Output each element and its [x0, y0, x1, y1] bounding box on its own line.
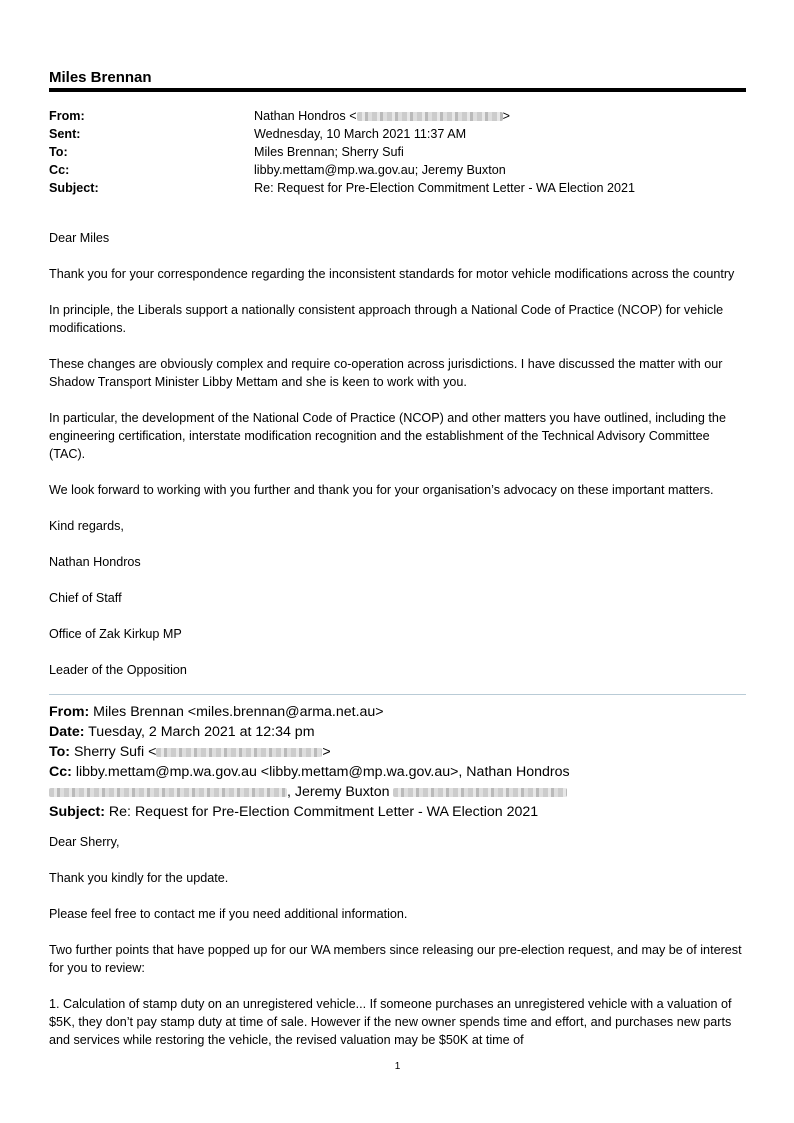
email2-greeting: Dear Sherry,: [49, 835, 120, 849]
email2-date-row: [49, 722, 746, 742]
from-value: [254, 107, 746, 125]
cc-label: Cc:: [49, 163, 70, 177]
email2-from-row: [49, 702, 746, 722]
email1-greeting: Dear Miles: [49, 231, 110, 245]
from-bracket: >: [502, 109, 510, 123]
email1-signature: [49, 553, 746, 679]
email1-body: [49, 229, 746, 697]
from-value: Miles Brennan <miles.brennan@arma.net.au>: [93, 704, 384, 720]
email1-paragraph: Thank you for your correspondence regarding the inconsistent standards for motor vehicle modifications across the country: [49, 267, 735, 281]
from-label: From:: [49, 109, 85, 123]
cc-value: libby.mettam@mp.wa.gov.au; Jeremy Buxton: [254, 163, 506, 177]
mailbox-owner-name: Miles Brennan: [49, 69, 152, 86]
date-value: Tuesday, 2 March 2021 at 12:34 pm: [88, 724, 315, 740]
email1-sent-row: [49, 125, 746, 143]
redacted-email: [156, 748, 322, 757]
subject-value: Re: Request for Pre-Election Commitment Letter - WA Election 2021: [108, 804, 539, 820]
to-value: Miles Brennan; Sherry Sufi: [254, 145, 404, 159]
email2-paragraph: Thank you kindly for the update.: [49, 871, 229, 885]
email1-closing: Kind regards,: [49, 519, 124, 533]
signature-line: Office of Zak Kirkup MP: [49, 627, 182, 641]
cc-label: Cc:: [49, 764, 72, 780]
email1-header-block: [49, 107, 746, 197]
email2-subject-row: [49, 802, 746, 822]
subject-label: Subject:: [49, 804, 105, 820]
from-label: From:: [49, 704, 90, 720]
page-number: 1: [394, 1061, 401, 1072]
email2-paragraph: Please feel free to contact me if you need additional information.: [49, 907, 408, 921]
to-label: To:: [49, 744, 71, 760]
sent-value: Wednesday, 10 March 2021 11:37 AM: [254, 127, 467, 141]
signature-line: Nathan Hondros: [49, 555, 141, 569]
quoted-message-divider: [49, 694, 746, 695]
email2-header-block: [49, 702, 746, 822]
to-value: Sherry Sufi <: [73, 744, 157, 760]
cc-value: libby.mettam@mp.wa.gov.au <libby.mettam@mp.wa.gov.au>, Nathan Hondros: [75, 764, 570, 780]
redacted-email: [357, 112, 503, 121]
email2-cc-row: [49, 762, 746, 782]
date-label: Date:: [49, 724, 85, 740]
signature-line: Chief of Staff: [49, 591, 122, 605]
signature-line: Leader of the Opposition: [49, 663, 187, 677]
to-label: To:: [49, 145, 68, 159]
email1-subject-row: [49, 179, 746, 197]
email1-paragraph: These changes are obviously complex and require co-operation across jurisdictions. I have discussed the matter with our Shadow Transport Minister Libby Mettam and she is keen to work with you.: [49, 357, 723, 389]
email2-to-row: [49, 742, 746, 762]
email1-cc-row: [49, 161, 746, 179]
to-bracket: >: [322, 744, 331, 760]
email2-paragraph: Two further points that have popped up for our WA members since releasing our pre-election request, and may be of interest for you to review:: [49, 943, 742, 975]
subject-label: Subject:: [49, 181, 99, 195]
redacted-email: [49, 788, 287, 797]
email1-to-row: [49, 143, 746, 161]
email1-paragraph: We look forward to working with you further and thank you for your organisation’s advocacy on these important matters.: [49, 483, 714, 497]
email2-body: [49, 833, 746, 1067]
email1-paragraph: In principle, the Liberals support a nationally consistent approach through a National Code of Practice (NCOP) for vehicle modifications.: [49, 303, 724, 335]
subject-value: Re: Request for Pre-Election Commitment Letter - WA Election 2021: [254, 181, 636, 195]
email1-paragraph: In particular, the development of the National Code of Practice (NCOP) and other matters you have outlined, including the engineering certification, interstate modification recognition and the establishment of the Technical Advisory Committee (TAC).: [49, 411, 726, 461]
redacted-email: [393, 788, 567, 797]
email2-cc-cont-row: [49, 782, 746, 802]
header-divider: [49, 88, 746, 92]
document-page: [49, 0, 746, 1123]
email1-from-row: [49, 107, 746, 125]
from-name: Nathan Hondros <: [254, 109, 357, 123]
cc-cont: , Jeremy Buxton: [287, 784, 390, 800]
sent-label: Sent:: [49, 127, 81, 141]
email2-paragraph: 1. Calculation of stamp duty on an unregistered vehicle... If someone purchases an unregistered vehicle with a valuation of $5K, they don’t pay stamp duty at time of sale. However if the new owner spends time and effort, and purchases new parts and services while restoring the vehicle, the revised valuation may be $50K at time of: [49, 997, 732, 1047]
